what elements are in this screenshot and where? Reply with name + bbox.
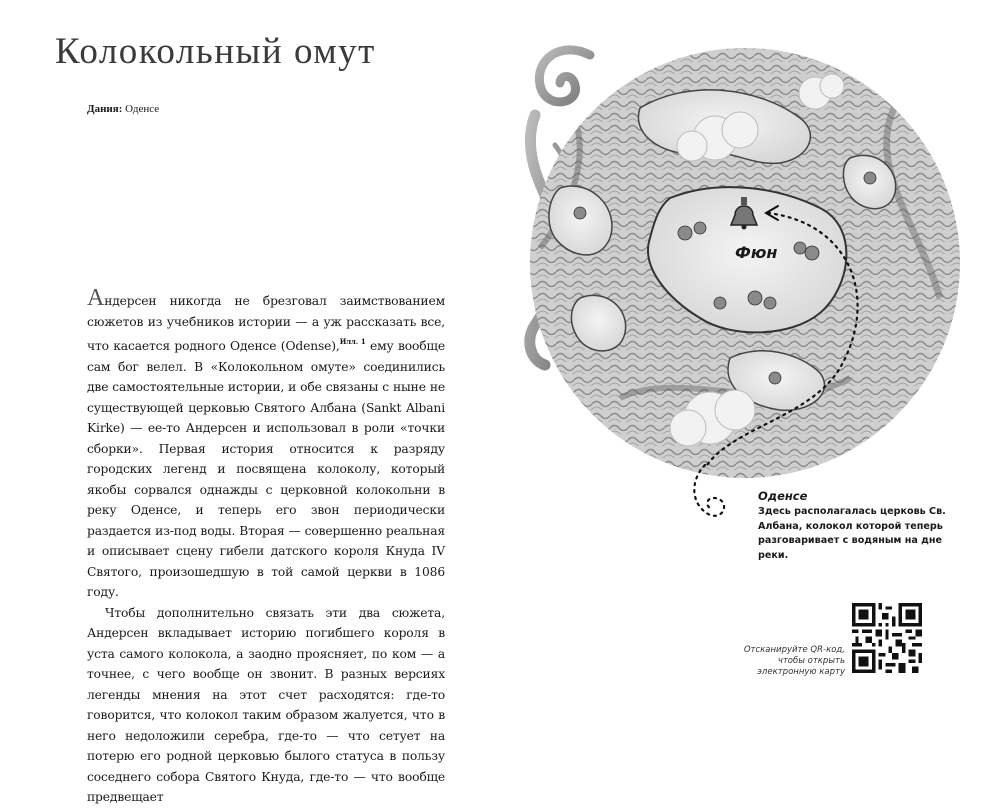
drop-cap: А (87, 285, 105, 311)
paragraph-1-part-2: ему вообще сам бог велел. В «Колокольном омуте» соединились две самостоятельные истории, и обе связаны с ныне не существующей церковью Святого Албана (Sankt Albani Kirke) — ее-то Андерсен и использовал в роли «точки сборки». Первая история относится к разряду городских легенд и посвящена колоколу, который якобы сорвался однажды с церковной колокольни в реку Оденсе, и теперь его звон периодически раздается из-под воды. Вторая — совершенно реальная и описывает сцену гибели датского короля Кнуда IV Святого, произошедшую в той самой церкви в 1086 году. (87, 339, 445, 599)
location-country: Дания: (87, 103, 123, 115)
location-line (87, 103, 159, 115)
paragraph-1-part-1: ндерсен никогда не брезговал заимствованием сюжетов из учебников истории — а уж рассказать все, что касается родного Оденсе (Odense), (87, 294, 445, 353)
qr-hint: Отсканируйте QR-код, чтобы открыть электронную карту (743, 645, 845, 677)
article-body (87, 285, 445, 808)
paragraph-2: Чтобы дополнительно связать эти два сюжета, Андерсен вкладывает историю погибшего короля в уста самого колокола, а заодно проясняет, по ком — а точнее, с чего вообще он звонит. В разных версиях легенды мнения на этот счет расходятся: где-то говорится, что колокол таким образом жалуется, что в него недоложили серебра, где-то — что сетует на потерю его родной церковью былого статуса в пользу соседнего собора Святого Кнуда, где-то — что вообще предвещает (87, 605, 445, 804)
island-label: Фюн (735, 243, 778, 262)
illustration-reference: Илл. 1 (339, 337, 366, 346)
caption-text: Здесь располагалась церковь Св. Албана, колокол которой теперь разговаривает с водяным на дне реки. (758, 506, 946, 561)
page-title: Колокольный омут (55, 31, 376, 72)
caption-title: Оденсе (758, 489, 808, 503)
location-city: Оденсе (125, 103, 160, 115)
paragraph-1 (87, 285, 445, 603)
qr-code[interactable] (852, 603, 922, 673)
route-trail (685, 460, 765, 530)
